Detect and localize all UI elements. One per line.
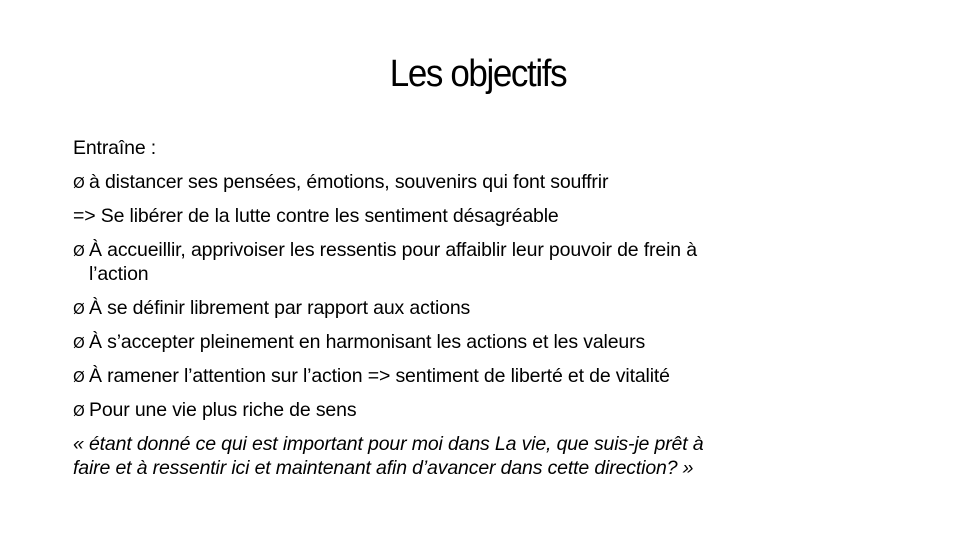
bullet-item-ramener: [73, 364, 893, 398]
bullet-item-vie: [73, 398, 893, 432]
bullet-text: à distancer ses pensées, émotions, souvenirs qui font souffrir: [89, 171, 609, 193]
bullet-text: À ramener l’attention sur l’action => sentiment de liberté et de vitalité: [89, 365, 670, 387]
arrowhead-bullet-icon: Ø: [73, 402, 85, 420]
bullet-text: À s’accepter pleinement en harmonisant les actions et les valeurs: [89, 331, 646, 353]
bullet-text-continuation: l’action: [89, 263, 149, 285]
slide-body: [73, 136, 893, 480]
arrow-line-liberer: => Se libérer de la lutte contre les sentiment désagréable: [73, 205, 559, 227]
arrowhead-bullet-icon: Ø: [73, 334, 85, 352]
arrowhead-bullet-icon: Ø: [73, 368, 85, 386]
arrowhead-bullet-icon: Ø: [73, 300, 85, 318]
bullet-item-distancer: [73, 170, 893, 204]
bullet-text: Pour une vie plus riche de sens: [89, 399, 357, 421]
quote-block: [73, 432, 893, 480]
intro-line: Entraîne :: [73, 137, 157, 159]
bullet-item-accueillir: [73, 238, 893, 262]
bullet-text: À se définir librement par rapport aux actions: [89, 297, 471, 319]
bullet-item-accueillir-continuation: [73, 262, 893, 296]
bullet-item-definir: [73, 296, 893, 330]
arrowhead-bullet-icon: Ø: [73, 242, 85, 260]
slide-title: Les objectifs: [389, 53, 567, 95]
bullet-item-accepter: [73, 330, 893, 364]
quote-line-1: « étant donné ce qui est important pour moi dans La vie, que suis-je prêt à: [73, 433, 704, 455]
quote-line-2: faire et à ressentir ici et maintenant afin d’avancer dans cette direction? »: [73, 457, 694, 479]
arrowhead-bullet-icon: Ø: [73, 174, 85, 192]
bullet-text: À accueillir, apprivoiser les ressentis pour affaiblir leur pouvoir de frein à: [89, 239, 697, 261]
